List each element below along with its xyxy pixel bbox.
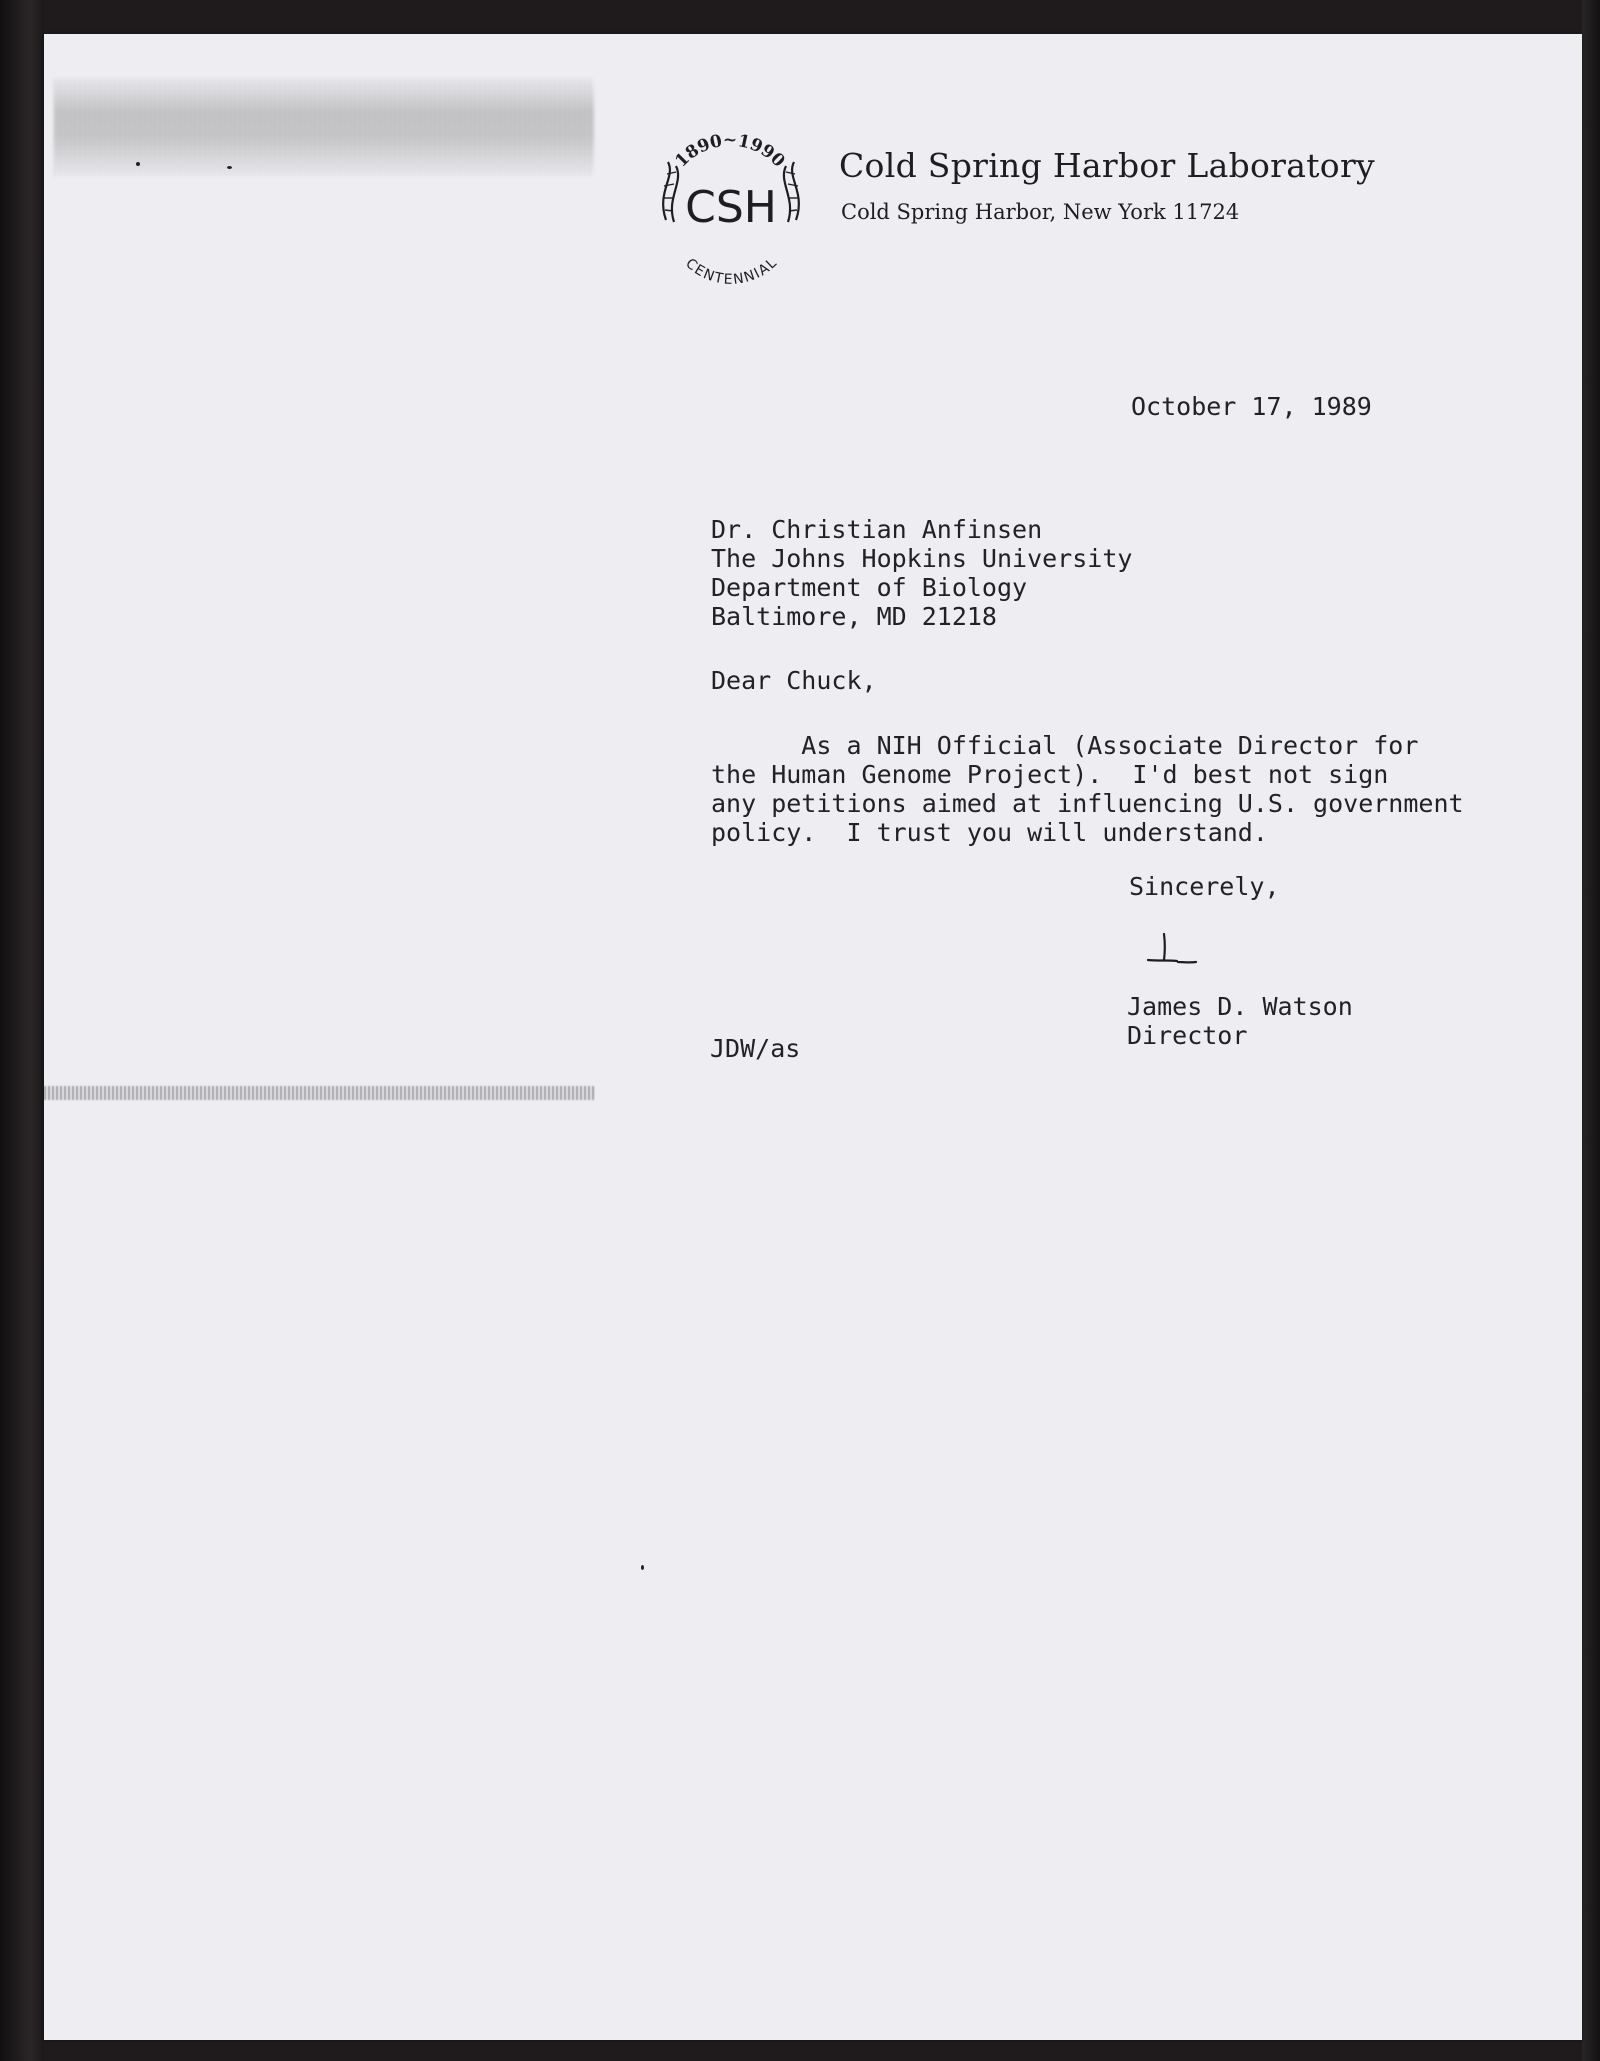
csh-centennial-logo <box>648 122 814 288</box>
signer-name: James D. Watson <box>1127 992 1353 1021</box>
svg-text:1890~1990 <box>671 131 788 172</box>
handwritten-signature <box>1144 930 1204 970</box>
body-line: the Human Genome Project). I'd best not sign <box>711 760 1389 789</box>
logo-years-text: 1890~1990 <box>671 130 789 172</box>
logo-initials-text: CSH <box>685 182 777 233</box>
body-line: As a NIH Official (Associate Director for <box>711 731 1419 760</box>
copier-smudge-band <box>44 1086 596 1100</box>
body-line: policy. I trust you will understand. <box>711 818 1268 847</box>
recipient-line: Baltimore, MD 21218 <box>711 602 997 631</box>
backdrop-right-edge <box>1582 0 1600 2061</box>
recipient-line: Dr. Christian Anfinsen <box>711 515 1043 544</box>
typist-initials: JDW/as <box>710 1034 801 1063</box>
letter-page <box>44 34 1582 2040</box>
closing: Sincerely, <box>1129 872 1280 901</box>
letter-body <box>711 731 1464 847</box>
logo-caption-text: CENTENNIAL <box>682 254 781 288</box>
speck <box>641 1565 644 1570</box>
salutation: Dear Chuck, <box>711 666 877 695</box>
speck <box>227 166 232 169</box>
signer-title: Director <box>1127 1021 1248 1050</box>
speck <box>136 162 140 166</box>
body-line: any petitions aimed at influencing U.S. government <box>711 789 1464 818</box>
recipient-line: Department of Biology <box>711 573 1028 602</box>
organization-name: Cold Spring Harbor Laboratory <box>839 146 1375 185</box>
organization-address: Cold Spring Harbor, New York 11724 <box>841 200 1240 224</box>
backdrop-left-edge <box>0 0 44 2061</box>
recipient-line: The Johns Hopkins University <box>711 544 1133 573</box>
recipient-address-block <box>711 515 1132 631</box>
letter-date: October 17, 1989 <box>1131 392 1372 421</box>
copier-smudge-top <box>54 78 594 176</box>
svg-text:CENTENNIAL <box>682 254 781 288</box>
signer-block <box>1127 992 1353 1050</box>
